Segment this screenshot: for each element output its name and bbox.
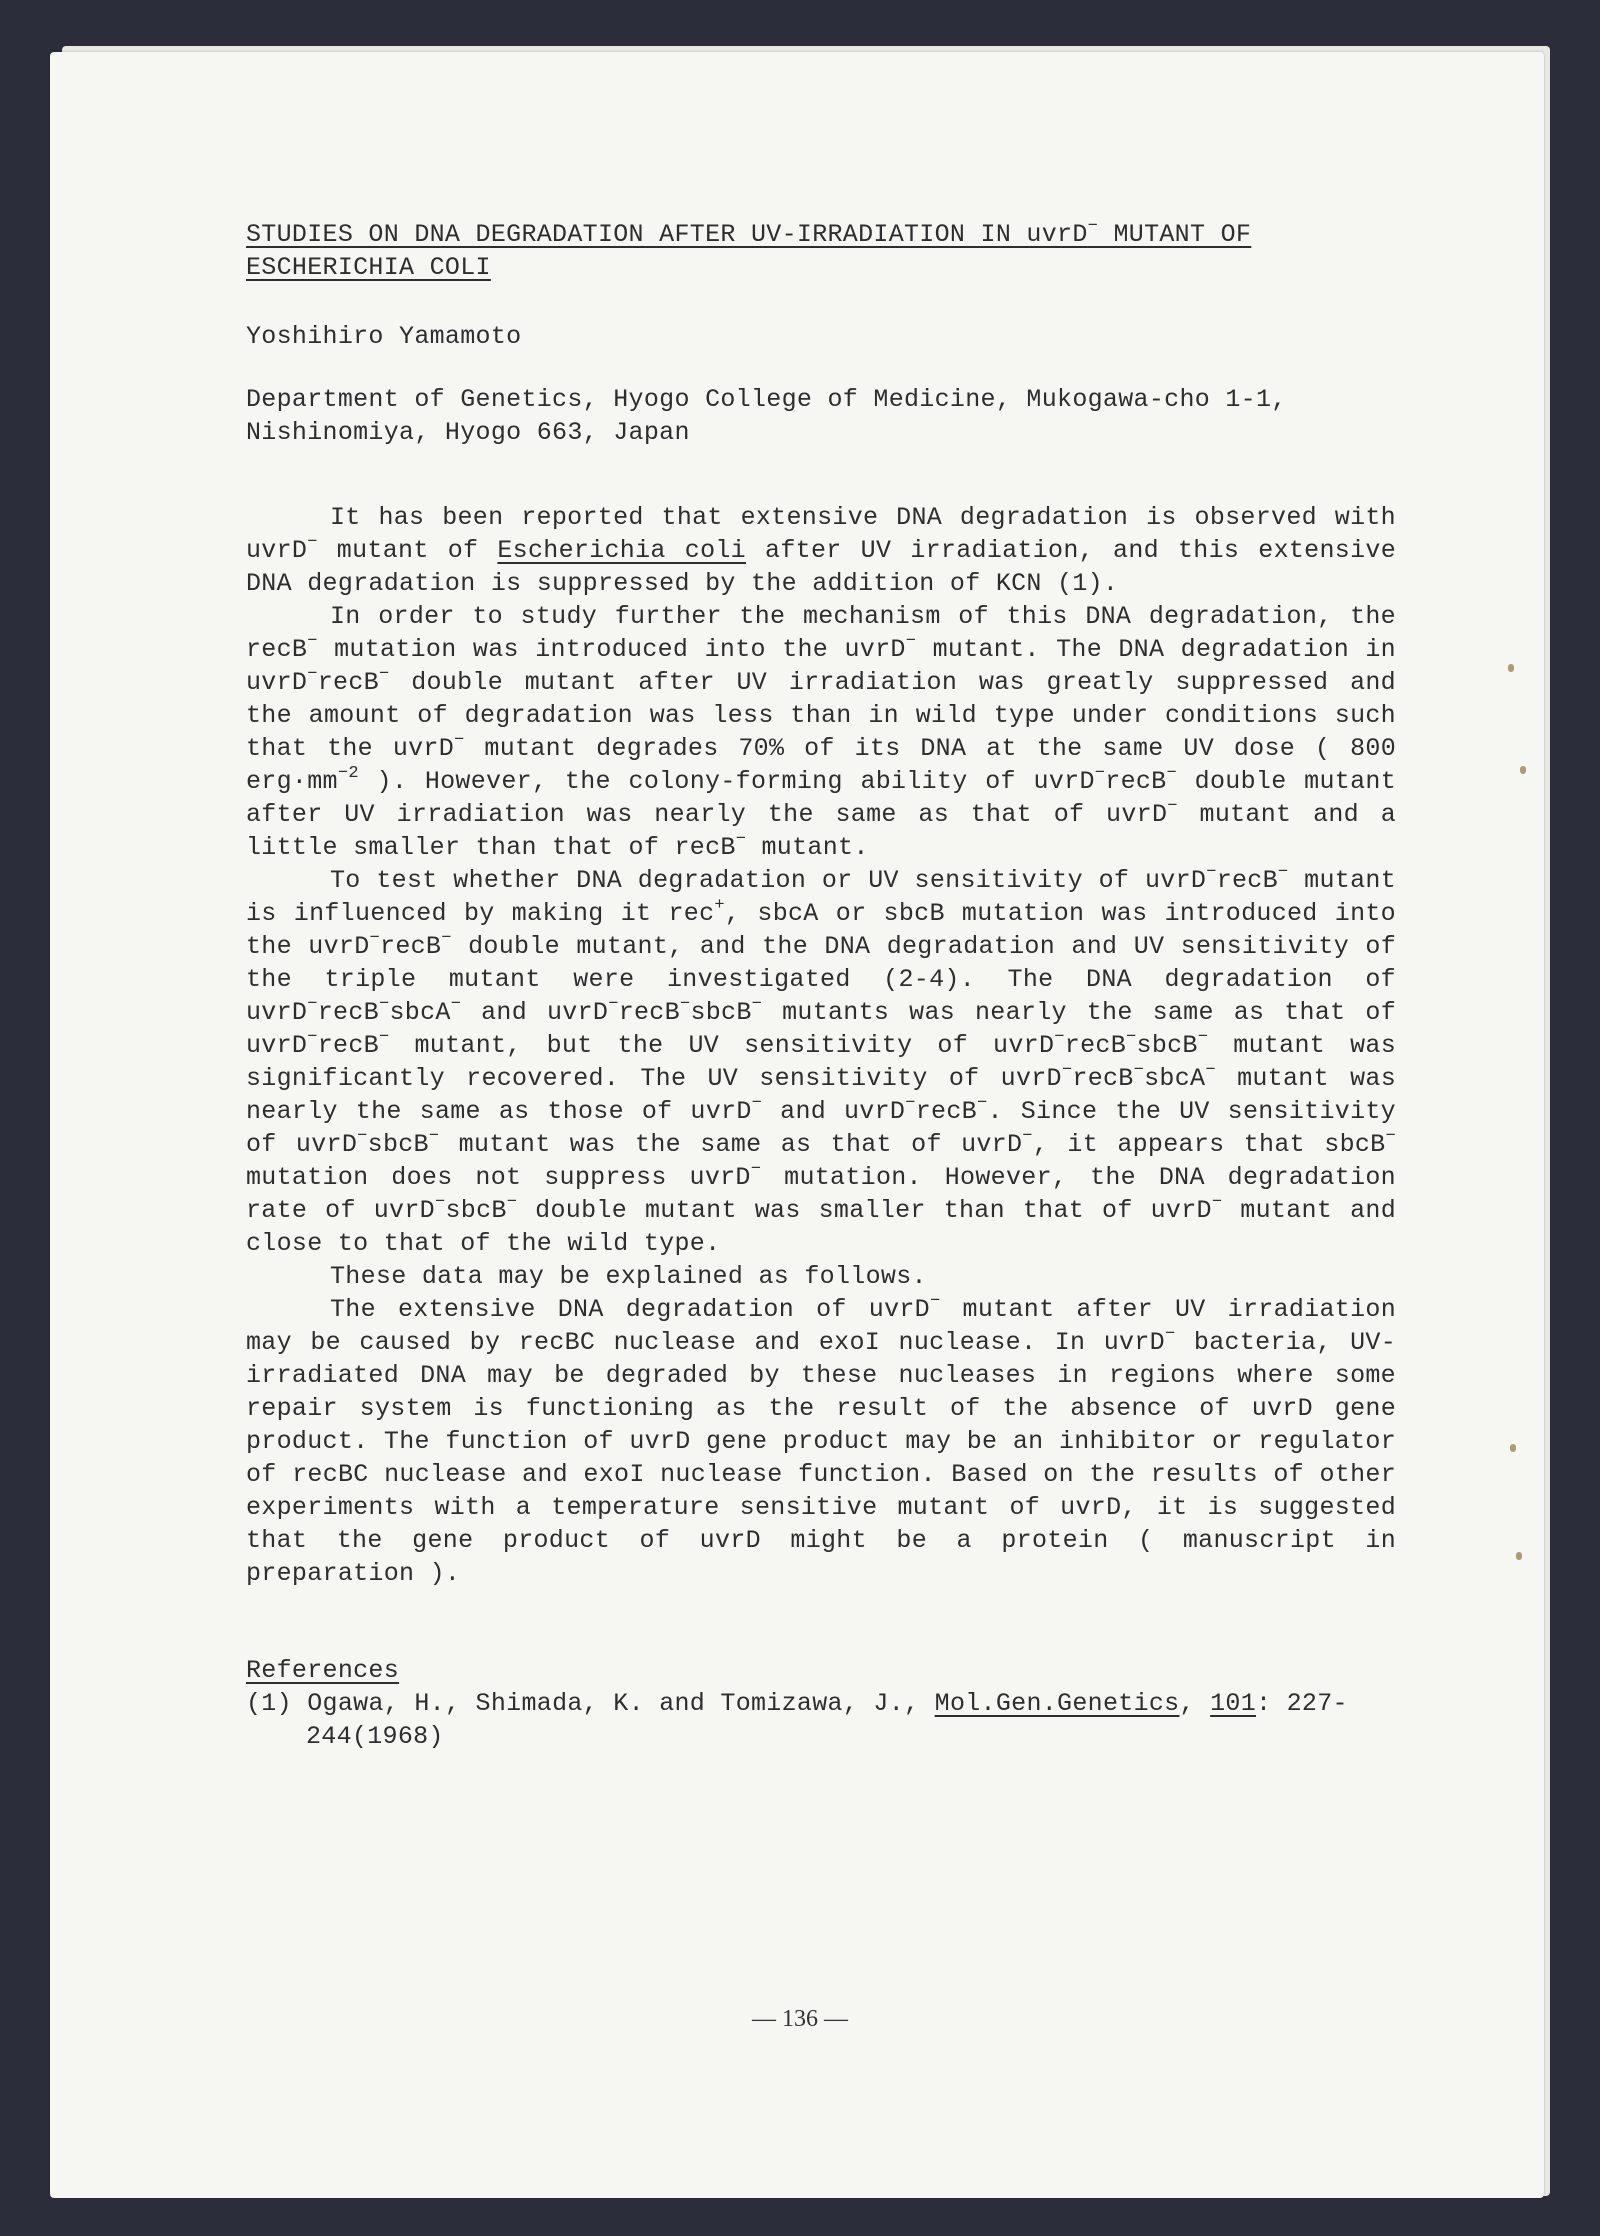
paragraph-2: In order to study further the mechanism of this DNA degradation, the recB− mutation was introduced into the uvrD− mutant. The DNA degradation in uvrD−recB− double mutant after UV irradiation was greatly suppressed and the amount of degradation was less than in wild type under conditions such that the uvrD− mutant degrades 70% of its DNA at the same UV dose ( 800 $erg\cdot mm^{-2}$ ). However, the colony-forming ability of uvrD−recB− double mutant after UV irradiation was nearly the same as that of uvrD− mutant and a little smaller than that of recB− mutant. xyxy=(246,602,1397,862)
affiliation-line-2: Nishinomiya, Hyogo 663, Japan xyxy=(246,418,690,447)
paragraph-1: It has been reported that extensive DNA degradation is observed with uvrD− mutant of Escherichia coli after UV irradiation, and this extensive DNA degradation is suppressed by the addition of KCN (1). xyxy=(246,503,1396,598)
paragraph-4: These data may be explained as follows. xyxy=(330,1262,927,1291)
abstract-body xyxy=(246,501,1396,1590)
title-line-1: STUDIES ON DNA DEGRADATION AFTER UV-IRRADIATION IN uvrD− MUTANT OF xyxy=(246,216,1252,249)
affiliation xyxy=(246,383,1396,449)
affiliation-line-1: Department of Genetics, Hyogo College of Medicine, Mukogawa-cho 1-1, xyxy=(246,385,1287,414)
species-name: Escherichia coli xyxy=(497,536,746,565)
paragraph-5: The extensive DNA degradation of uvrD− mutant after UV irradiation may be caused by recBC nuclease and exoI nuclease. In uvrD− bacteria, UV-irradiated DNA may be degraded by these nucleases in regions where some repair system is functioning as the result of the absence of uvrD gene product. The function of uvrD gene product may be an inhibitor or regulator of recBC nuclease and exoI nuclease function. Based on the results of other experiments with a temperature sensitive mutant of uvrD, it is suggested that the gene product of uvrD might be a protein ( manuscript in preparation ). xyxy=(246,1291,1397,1588)
volume-number: 101 xyxy=(1210,1689,1257,1718)
paper-speck xyxy=(1520,766,1526,774)
references-heading: References xyxy=(246,1656,400,1685)
reference-item: (1) Ogawa, H., Shimada, K. and Tomizawa, J., Mol.Gen.Genetics, 101: 227-244(1968) xyxy=(246,1689,1348,1751)
references-section xyxy=(246,1654,1396,1753)
paragraph-3: To test whether DNA degradation or UV sensitivity of uvrD−recB− mutant is influenced by making it rec+, sbcA or sbcB mutation was introduced into the uvrD−recB− double mutant, and the DNA degradation and UV sensitivity of the triple mutant were investigated (2-4). The DNA degradation of uvrD−recB−sbcA− and uvrD−recB−sbcB− mutants was nearly the same as that of uvrD−recB− mutant, but the UV sensitivity of uvrD−recB−sbcB− mutant was significantly recovered. The UV sensitivity of uvrD−recB−sbcA− mutant was nearly the same as those of uvrD− and uvrD−recB−. Since the UV sensitivity of uvrD−sbcB− mutant was the same as that of uvrD−, it appears that sbcB− mutation does not suppress uvrD− mutation. However, the DNA degradation rate of uvrD−sbcB− double mutant was smaller than that of uvrD− mutant and close to that of the wild type. xyxy=(246,862,1397,1258)
journal-name: Mol.Gen.Genetics xyxy=(934,1689,1180,1718)
paper-speck xyxy=(1516,1552,1522,1560)
author-name: Yoshihiro Yamamoto xyxy=(246,322,522,351)
article xyxy=(246,218,1396,1753)
article-title xyxy=(246,218,1396,284)
paper-speck xyxy=(1508,664,1514,672)
title-line-2: ESCHERICHIA COLI xyxy=(246,253,491,282)
page-number: — 136 — xyxy=(752,2006,848,2032)
paper-speck xyxy=(1510,1444,1516,1452)
